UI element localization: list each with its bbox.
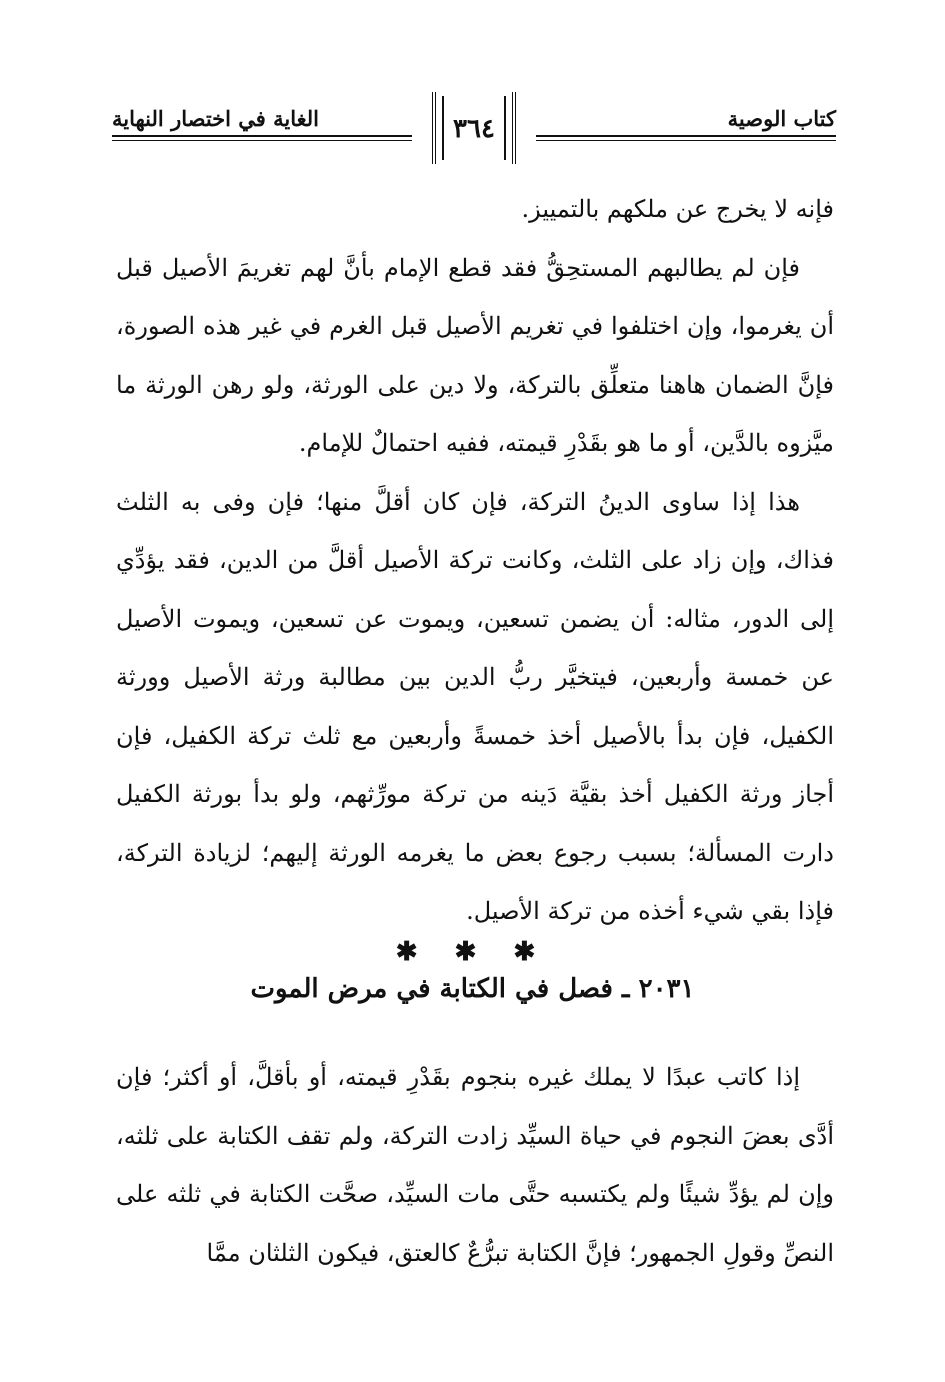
paragraph: فإن لم يطالبهم المستحِقُّ فقد قطع الإمام بأنَّ لهم تغريمَ الأصيل قبل أن يغرموا، وإن اختلفوا في تغريم الأصيل قبل الغرم في غير هذه الصورة، فإنَّ الضمان هاهنا متعلِّق بالتركة، ولا دين على الورثة، ولو رهن الورثة ما ميَّزوه بالدَّين، أو ما هو بقَدْرِ قيمته، ففيه احتمالٌ للإمام. (116, 253, 834, 457)
page-number: ٣٦٤ (453, 114, 495, 144)
paragraph-continuation: فإنه لا يخرج عن ملكهم بالتمييز. (521, 195, 834, 223)
header-rule-left-thin (112, 140, 412, 141)
main-text (116, 180, 834, 941)
section-text (116, 1048, 834, 1282)
paragraph: هذا إذا ساوى الدينُ التركة، فإن كان أقلَّ منها؛ فإن وفى به الثلث فذاك، وإن زاد على الثلث، وكانت تركة الأصيل أقلَّ من الدين، فقد يؤدِّي إلى الدور، مثاله: أن يضمن تسعين، ويموت عن تسعين، ويموت الأصيل عن خمسة وأربعين، فيتخيَّر ربُّ الدين بين مطالبة ورثة الأصيل وورثة الكفيل، فإن بدأ بالأصيل أخذ خمسةً وأربعين مع ثلث تركة الكفيل، فإن أجاز ورثة الكفيل أخذ بقيَّة دَينه من تركة مورِّثهم، ولو بدأ بورثة الكفيل دارت المسألة؛ بسبب رجوع بعض ما يغرمه الورثة إليهم؛ لزيادة التركة، فإذا بقي شيء أخذه من تركة الأصيل. (116, 487, 834, 925)
paragraph: إذا كاتب عبدًا لا يملك غيره بنجوم بقَدْرِ قيمته، أو بأقلَّ، أو أكثر؛ فإن أدَّى بعضَ النجوم في حياة السيِّد زادت التركة، ولم تقف الكتابة على ثلثه، وإن لم يؤدِّ شيئًا ولم يكتسبه حتَّى مات السيِّد، صحَّت الكتابة في ثلثه على النصِّ وقولِ الجمهور؛ فإنَّ الكتابة تبرُّعٌ كالعتق، فيكون الثلثان ممَّا (116, 1063, 834, 1267)
header-rule-left (112, 135, 412, 137)
header-rule-right-thin (536, 140, 836, 141)
header-rule-right (536, 135, 836, 137)
running-header (112, 92, 836, 172)
section-separator: ✱ ✱ ✱ (395, 937, 550, 967)
page-number-frame (432, 92, 516, 164)
header-book-section: كتاب الوصية (727, 106, 836, 131)
header-book-title: الغاية في اختصار النهاية (112, 106, 319, 131)
section-heading: ٢٠٣١ ـ فصل في الكتابة في مرض الموت (250, 974, 695, 1004)
